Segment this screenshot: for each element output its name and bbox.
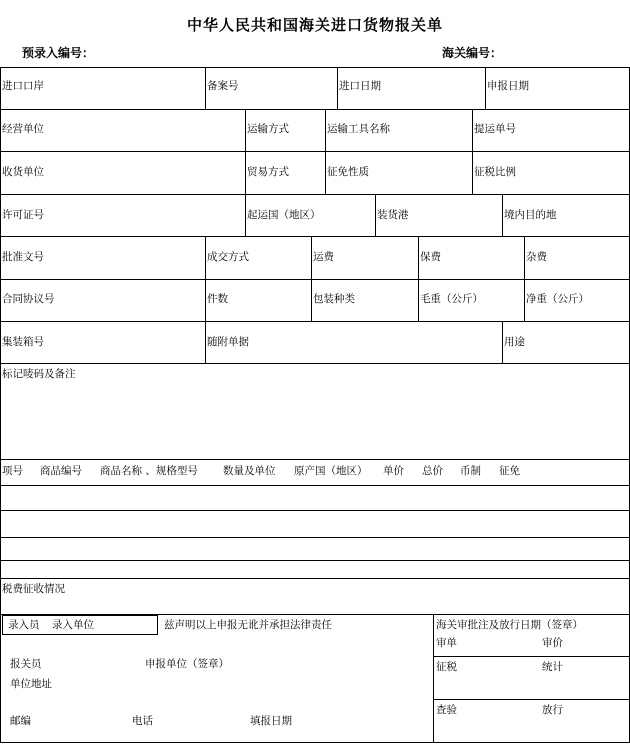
price-review-label: 审价: [542, 637, 563, 649]
quantity-unit-header: 数量及单位: [223, 465, 276, 477]
tax-levy-label: 征税: [436, 661, 457, 673]
package-type-label: 包装种类: [313, 293, 355, 305]
import-date-label: 进口日期: [339, 80, 381, 92]
freight-label: 运费: [313, 251, 334, 263]
form-title: 中华人民共和国海关进口货物报关单: [186, 16, 443, 34]
unit-price-header: 单价: [383, 465, 404, 477]
pre-entry-number-label: 预录入编号：: [22, 46, 95, 60]
customs-approval-label: 海关审批注及放行日期（签章）: [436, 619, 583, 631]
document-review-label: 审单: [436, 637, 457, 649]
operating-unit-label: 经营单位: [2, 123, 44, 135]
domestic-destination-label: 境内目的地: [504, 209, 557, 221]
declaration-statement: 兹声明以上申报无讹并承担法律责任: [164, 619, 332, 631]
port-of-loading-label: 装货港: [377, 209, 409, 221]
transaction-mode-label: 成交方式: [207, 251, 249, 263]
tax-ratio-label: 征税比例: [474, 166, 516, 178]
country-of-origin-header: 原产国（地区）: [294, 465, 368, 477]
approval-number-label: 批准文号: [2, 251, 44, 263]
marks-and-remarks-label: 标记唛码及备注: [2, 368, 76, 380]
inspection-label: 查验: [436, 704, 457, 716]
container-number-label: 集装箱号: [2, 336, 44, 348]
declaring-unit-label: 申报单位（签章）: [145, 658, 229, 670]
phone-label: 电话: [132, 715, 153, 727]
miscellaneous-fees-label: 杂费: [526, 251, 547, 263]
item-number-header: 项号: [2, 465, 23, 477]
consignee-unit-label: 收货单位: [2, 166, 44, 178]
bill-of-lading-label: 提运单号: [474, 123, 516, 135]
customs-number-label: 海关编号：: [442, 46, 503, 60]
insurance-label: 保费: [420, 251, 441, 263]
statistics-label: 统计: [542, 661, 563, 673]
net-weight-label: 净重（公斤）: [526, 293, 589, 305]
fill-date-label: 填报日期: [250, 715, 292, 727]
levy-nature-label: 征免性质: [327, 166, 369, 178]
commodity-code-header: 商品编号: [40, 465, 82, 477]
port-of-import-label: 进口口岸: [2, 80, 44, 92]
attached-documents-label: 随附单据: [207, 336, 249, 348]
entry-unit-label: 录入单位: [52, 619, 94, 631]
tax-collection-label: 税费征收情况: [2, 583, 65, 595]
country-of-departure-label: 起运国（地区）: [247, 209, 321, 221]
declarant-label: 报关员: [10, 658, 42, 670]
commodity-name-spec-header: 商品名称 、规格型号: [100, 465, 198, 477]
declaration-date-label: 申报日期: [487, 80, 529, 92]
record-number-label: 备案号: [207, 80, 239, 92]
entry-clerk-label: 录入员: [8, 619, 40, 631]
release-label: 放行: [542, 704, 563, 716]
pieces-label: 件数: [207, 293, 228, 305]
gross-weight-label: 毛重（公斤）: [420, 293, 483, 305]
purpose-label: 用途: [504, 336, 525, 348]
total-price-header: 总价: [422, 465, 443, 477]
contract-number-label: 合同协议号: [2, 293, 55, 305]
unit-address-label: 单位地址: [10, 678, 52, 690]
levy-exemption-header: 征免: [499, 465, 520, 477]
currency-header: 币制: [460, 465, 481, 477]
transport-mode-label: 运输方式: [247, 123, 289, 135]
postcode-label: 邮编: [10, 715, 31, 727]
trade-mode-label: 贸易方式: [247, 166, 289, 178]
transport-vehicle-label: 运输工具名称: [327, 123, 390, 135]
license-number-label: 许可证号: [2, 209, 44, 221]
